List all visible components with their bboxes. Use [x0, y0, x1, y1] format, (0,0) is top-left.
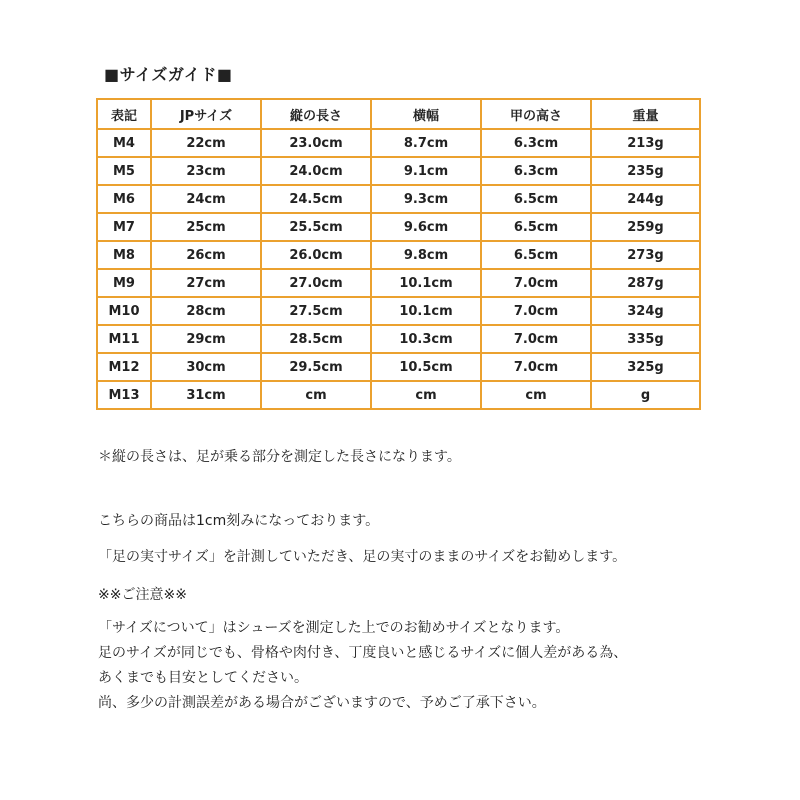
table-cell: 31cm: [151, 381, 261, 409]
table-cell: 9.3cm: [371, 185, 481, 213]
table-cell: 23.0cm: [261, 129, 371, 157]
table-row: [97, 381, 700, 409]
table-cell: 26cm: [151, 241, 261, 269]
header-cell: 重量: [591, 99, 700, 129]
table-cell: 213g: [591, 129, 700, 157]
table-cell: 273g: [591, 241, 700, 269]
table-cell: 10.3cm: [371, 325, 481, 353]
table-cell: 29.5cm: [261, 353, 371, 381]
table-cell: 324g: [591, 297, 700, 325]
table-cell: M10: [97, 297, 151, 325]
table-cell: 6.3cm: [481, 129, 591, 157]
table-cell: cm: [371, 381, 481, 409]
table-row: [97, 269, 700, 297]
size-table: [96, 98, 701, 410]
table-cell: 28cm: [151, 297, 261, 325]
table-cell: 28.5cm: [261, 325, 371, 353]
table-cell: 25cm: [151, 213, 261, 241]
table-cell: 24.0cm: [261, 157, 371, 185]
table-cell: 22cm: [151, 129, 261, 157]
table-cell: M12: [97, 353, 151, 381]
table-cell: 6.5cm: [481, 241, 591, 269]
table-cell: 8.7cm: [371, 129, 481, 157]
table-row: [97, 185, 700, 213]
table-cell: cm: [261, 381, 371, 409]
table-row: [97, 213, 700, 241]
table-cell: 244g: [591, 185, 700, 213]
table-cell: 10.5cm: [371, 353, 481, 381]
table-cell: 9.8cm: [371, 241, 481, 269]
table-cell: 24cm: [151, 185, 261, 213]
table-cell: M11: [97, 325, 151, 353]
table-cell: 24.5cm: [261, 185, 371, 213]
table-cell: 7.0cm: [481, 325, 591, 353]
table-cell: 27.5cm: [261, 297, 371, 325]
table-cell: M8: [97, 241, 151, 269]
table-cell: 259g: [591, 213, 700, 241]
measure-note: ＊縦の長さは、足が乗る部分を測定した長さになります。: [98, 449, 461, 465]
table-cell: M9: [97, 269, 151, 297]
table-row: [97, 325, 700, 353]
table-cell: 6.5cm: [481, 185, 591, 213]
table-cell: 27cm: [151, 269, 261, 297]
table-cell: 335g: [591, 325, 700, 353]
table-row: [97, 129, 700, 157]
table-cell: M13: [97, 381, 151, 409]
table-row: [97, 353, 700, 381]
table-cell: 23cm: [151, 157, 261, 185]
table-cell: 9.6cm: [371, 213, 481, 241]
recommend-note: 「足の実寸サイズ」を計測していただき、足の実寸のままのサイズをお勧めします。: [98, 549, 627, 565]
caution-line-2: 足のサイズが同じでも、骨格や肉付き、丁度良いと感じるサイズに個人差がある為、: [98, 645, 628, 661]
table-cell: 29cm: [151, 325, 261, 353]
table-cell: 7.0cm: [481, 297, 591, 325]
table-cell: cm: [481, 381, 591, 409]
table-row: [97, 241, 700, 269]
header-cell: 横幅: [371, 99, 481, 129]
table-cell: M7: [97, 213, 151, 241]
size-guide-title: ■サイズガイド■: [104, 65, 233, 84]
table-cell: M6: [97, 185, 151, 213]
caution-line-1: 「サイズについて」はシューズを測定した上でのお勧めサイズとなります。: [98, 620, 570, 636]
table-cell: 26.0cm: [261, 241, 371, 269]
table-cell: 27.0cm: [261, 269, 371, 297]
table-cell: 30cm: [151, 353, 261, 381]
table-row: [97, 157, 700, 185]
table-cell: M4: [97, 129, 151, 157]
table-cell: g: [591, 381, 700, 409]
table-row: [97, 297, 700, 325]
table-cell: M5: [97, 157, 151, 185]
table-cell: 10.1cm: [371, 269, 481, 297]
table-cell: 287g: [591, 269, 700, 297]
header-cell: 表記: [97, 99, 151, 129]
header-cell: 甲の高さ: [481, 99, 591, 129]
caution-title: ※※ご注意※※: [98, 587, 187, 603]
header-cell: JPサイズ: [151, 99, 261, 129]
caution-line-3: あくまでも目安としてください。: [98, 670, 308, 686]
increment-note: こちらの商品は1cm刻みになっております。: [98, 513, 380, 529]
table-cell: 9.1cm: [371, 157, 481, 185]
table-cell: 6.5cm: [481, 213, 591, 241]
table-header-row: [97, 99, 700, 129]
table-cell: 7.0cm: [481, 269, 591, 297]
header-cell: 縦の長さ: [261, 99, 371, 129]
table-cell: 7.0cm: [481, 353, 591, 381]
table-cell: 325g: [591, 353, 700, 381]
caution-line-4: 尚、多少の計測誤差がある場合がございますので、予めご了承下さい。: [98, 695, 546, 711]
table-cell: 25.5cm: [261, 213, 371, 241]
table-cell: 6.3cm: [481, 157, 591, 185]
table-cell: 235g: [591, 157, 700, 185]
table-cell: 10.1cm: [371, 297, 481, 325]
